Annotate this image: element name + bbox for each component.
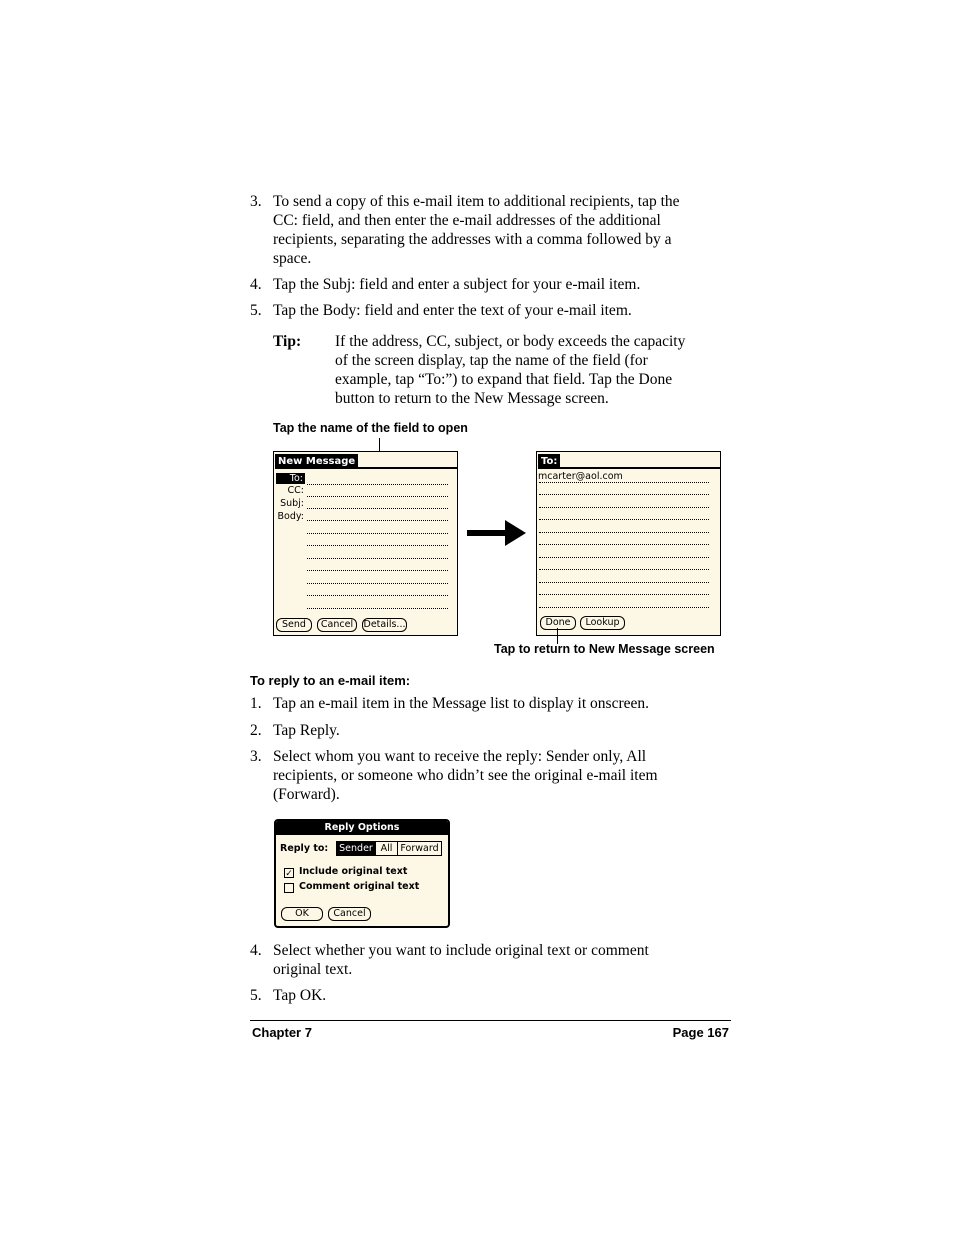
field-line [307, 595, 448, 596]
details-button[interactable]: Details... [363, 619, 406, 630]
subj-label[interactable]: Subj: [280, 498, 304, 509]
tip-line: button to return to the New Message screen. [335, 390, 609, 407]
comment-original-label: Comment original text [299, 881, 420, 892]
field-line [539, 607, 709, 608]
field-line [307, 583, 448, 584]
reply-to-label: Reply to: [280, 843, 329, 854]
tip-label: Tip: [273, 333, 302, 350]
screen-title: To: [538, 454, 560, 469]
segment-sender[interactable]: Sender [336, 841, 376, 856]
field-line [307, 533, 448, 534]
footer-page: Page 167 [672, 1025, 729, 1040]
segment-all[interactable]: All [375, 841, 398, 856]
step-text [273, 192, 733, 268]
step-line: recipients, separating the addresses with a comma followed by a [273, 231, 672, 248]
include-original-label: Include original text [299, 866, 408, 877]
step-text: Tap the Subj: field and enter a subject for your e-mail item. [273, 276, 641, 293]
step-number: 2. [250, 722, 262, 739]
field-line [307, 608, 448, 609]
checkbox-include-original[interactable]: ✓ [285, 868, 293, 878]
callout-bottom: Tap to return to New Message screen [494, 642, 715, 656]
tip-line: If the address, CC, subject, or body exceeds the capacity [335, 333, 686, 350]
reply-options-dialog [274, 819, 450, 928]
field-line [539, 519, 709, 520]
ok-button[interactable]: OK [281, 907, 323, 921]
title-rule [538, 467, 720, 469]
step-line: original text. [273, 961, 353, 978]
new-message-screen [273, 451, 458, 636]
field-line [539, 532, 709, 533]
step-number: 4. [250, 276, 262, 293]
tip-text [335, 332, 735, 408]
checkbox-comment-original[interactable] [284, 883, 294, 893]
step-number: 3. [250, 193, 262, 210]
cancel-button[interactable]: Cancel [328, 907, 371, 921]
cancel-button[interactable]: Cancel [317, 618, 357, 632]
send-button[interactable]: Send [276, 618, 312, 632]
step-line: (Forward). [273, 786, 340, 803]
field-line [307, 570, 448, 571]
field-line [539, 544, 709, 545]
field-line [307, 545, 448, 546]
screen-title: New Message [275, 454, 358, 469]
field-line [539, 582, 709, 583]
step-text: Tap OK. [273, 987, 327, 1004]
to-field-value[interactable]: mcarter@aol.com [538, 471, 623, 482]
field-line [307, 520, 448, 521]
footer-rule [250, 1020, 731, 1021]
to-label[interactable]: To: [276, 473, 305, 484]
step-number: 5. [250, 302, 262, 319]
step-text [273, 941, 733, 979]
field-line [307, 508, 448, 509]
reply-heading: To reply to an e-mail item: [250, 673, 411, 688]
step-line: Select whether you want to include original text or comment [273, 942, 649, 959]
body-label[interactable]: Body: [277, 511, 304, 522]
field-line [539, 482, 709, 483]
field-line [539, 494, 709, 495]
step-line: space. [273, 250, 312, 267]
step-number: 3. [250, 748, 262, 765]
cc-label[interactable]: CC: [287, 485, 304, 496]
step-number: 1. [250, 695, 262, 712]
tip-line: of the screen display, tap the name of the field (for [335, 352, 648, 369]
dialog-title: Reply Options [276, 821, 448, 835]
step-line: To send a copy of this e-mail item to additional recipients, tap the [273, 193, 680, 210]
step-line: Select whom you want to receive the reply: Sender only, All [273, 748, 647, 765]
field-line [539, 557, 709, 558]
to-field-screen [536, 451, 721, 636]
step-text: Tap the Body: field and enter the text of your e-mail item. [273, 302, 632, 319]
field-line [539, 594, 709, 595]
title-rule [275, 467, 457, 469]
field-line [539, 569, 709, 570]
done-button[interactable]: Done [540, 616, 576, 630]
step-number: 4. [250, 942, 262, 959]
lookup-button[interactable]: Lookup [580, 616, 625, 630]
step-text: Tap an e-mail item in the Message list to display it onscreen. [273, 695, 649, 712]
step-text: Tap Reply. [273, 722, 340, 739]
tip-line: example, tap “To:”) to expand that field. Tap the Done [335, 371, 673, 388]
footer-chapter: Chapter 7 [252, 1025, 312, 1040]
field-line [307, 496, 448, 497]
callout-top: Tap the name of the field to open [273, 421, 468, 435]
step-line: CC: field, and then enter the e-mail addresses of the additional [273, 212, 661, 229]
segment-forward[interactable]: Forward [397, 841, 442, 856]
field-line [539, 507, 709, 508]
step-text [273, 747, 733, 804]
right-arrow-icon [467, 519, 527, 547]
field-line [307, 484, 448, 485]
field-line [307, 558, 448, 559]
step-line: recipients, or someone who didn’t see the original e-mail item [273, 767, 658, 784]
step-number: 5. [250, 987, 262, 1004]
